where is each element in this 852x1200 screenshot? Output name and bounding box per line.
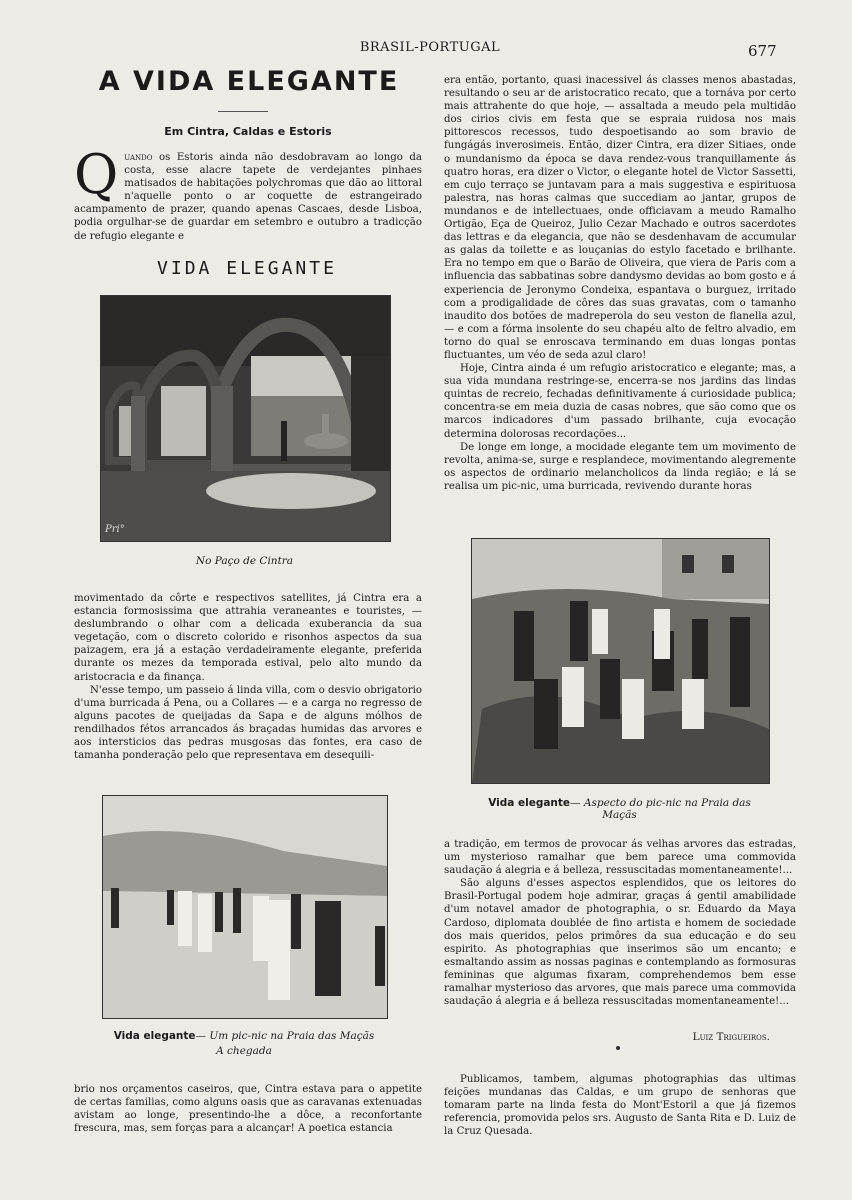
left-column-middle: movimentado da côrte e respectivos satellites, já Cintra era a estancia formosissima que attrahia veraneantes e touristes, — deslumbrando o olhar com a delicada exuberancia da sua vegetação, com o discreto colorido e risonhos aspectos da sua paizagem, era já a estação verdadeiramente elegante, preferida durante os mezes da temporada estival, pelo alto mundo da aristocracia e da finança. N'esse tempo, um passeio á linda villa, com o desvio obrigatorio d'uma burricada á Pena, ou a Collares — e a carga no regresso de alguns pacotes de queijadas da Sapa e de alguns mólhos de rendilhados fétos arrancados ás braçadas humidas das arvores e aos intersticios das pedras musgosas das fontes, era caso de tamanha ponderação pelo que representava em desequili- [74, 593, 422, 762]
article-subtitle: Em Cintra, Caldas e Estoris [164, 125, 332, 138]
article-title: A VIDA ELEGANTE [98, 66, 400, 97]
figure-caption: Vida elegante— Aspecto do pic-nic na Praia das Maçãs [488, 797, 751, 821]
page-number: 677 [748, 42, 777, 60]
photo-pic-nic-aspecto [471, 538, 770, 784]
author-signature: Luiz Trigueiros. [692, 1031, 770, 1043]
rocks-group-photo-illustration [472, 539, 769, 783]
right-column-top: era então, portanto, quasi inacessivel ás classes menos abastadas, resultando o seu ar de aristocratico recato, que a tornáva por certo mais attrahente do que hoje, — assaltada a meudo pela multidão dos cirios civis em festa que se espraia ruidosa nos mais pittorescos recessos, tudo despoetisando ao som bravio de fungágás inverosimeis. Então, dizer Cintra, era dizer Sitiaes, onde o mundanismo da época se dava rendez-vous tranquillamente ás quatro horas, era dizer o Victor, o elegante hotel de Victor Sassetti, em cujo terraço se juntavam para a mais suggestiva e espirituosa palestra, nas horas calmas que succediam ao jantar, grupos de mundanos e de intellectuaes, onde officiavam a meudo Ramalho Ortigão, Eça de Queiroz, Julio Cezar Machado e outros sacerdotes das lettras e da elegancia, que não se desdenhavam de accumular as galas da toilette e as louçanias do estylo facetado e brilhante. Era no tempo em que o Barão de Oliveira, que viera de Paris com a influencia das sabbatinas sobre dandysmo devidas ao bom gosto e á experiencia de Jeronymo Condeixa, espantava o burguez, irritado com a prodigalidade de côres das suas gravatas, com o tamanho inaudito dos botões de madreperola do seu veston de flanella azul, — e com a fórma insolente do seu chapéu alto de feltro alvadio, em torno do qual se enroscava terminando em duas longas pontas fluctuantes, um véo de seda azul claro! Hoje, Cintra ainda é um refugio aristocratico e elegante; mas, a sua vida mundana restringe-se, encerra-se nos jardins das lindas quintas de recreio, fechadas definitivamente á curiosidade publica; concentra-se em meia duzia de casas nobres, que são como que os marcos indicadores d'um passado brilhante, cuja evocação determina dolorosas recordações... De longe em longe, a mocidade elegante tem um movimento de revolta, anima-se, surge e resplandece, movimentando alegremente os aspectos de ordinario melancholicos da linda região; e lá se realisa um pic-nic, uma burricada, revivendo durante horas [444, 75, 797, 492]
right-column-middle: a tradição, em termos de provocar ás velhas arvores das estradas, um mysterioso ramalhar que bem parece uma commovida saudação á alegria e á belleza, ressuscitadas momentaneamente!... São alguns d'esses aspectos esplendidos, que os leitores do Brasil-Portugal podem hoje admirar, graças á gentil amabilidade d'um notavel amador de photographia, o sr. Eduardo da Maya Cardoso, diplomata doublée de fino artista e homem de sociedade dos mais queridos, pelos primôres da sua educação e do seu espirito. As photographias que inserimos são um encanto; e esmaltando assim as nossas paginas e contemplando as formosuras femininas que algumas fixaram, comprehendemos bem esse ramalhar mysterioso das arvores, que mais parece uma commovida saudação á alegria e á belleza ressuscitadas momentaneamente!... [444, 839, 796, 1008]
right-column-bottom: Publicamos, tambem, algumas photographias das ultimas feições mundanas das Caldas, e um grupo de senhoras que tomaram parte na linda festa do Mont'Estoril a que já fizemos referencia, promovida pelos srs. Augusto de Santa Rita e D. Luiz de la Cruz Quesada. [444, 1074, 796, 1138]
running-head: BRASIL-PORTUGAL [359, 40, 501, 55]
separator-dot [616, 1046, 620, 1050]
drop-cap: Q [74, 143, 119, 206]
arches-photo-illustration [101, 296, 390, 541]
figure-caption-line2: A chegada [216, 1045, 272, 1057]
beach-arrival-photo-illustration [103, 796, 387, 1018]
photo-paco-de-cintra [100, 295, 391, 542]
section-banner: VIDA ELEGANTE [157, 258, 337, 279]
intro-paragraph: Q uando os Estoris ainda não desdobravam ao longo da costa, esse alacre tapete de verdejantes pinhaes matisados de habitações polychromas que dão ao littoral n'aquelle ponto o ar coquette de estrangeirado acampamento de prazer, quando apenas Cascaes, desde Lisboa, podia orgulhar-se de guardar em setembro e outubro a tradicção de refugio elegante e [74, 143, 422, 242]
photo-pic-nic-chegada [102, 795, 388, 1019]
left-column-bottom: brio nos orçamentos caseiros, que, Cintra estava para o appetite de certas familias, como alguns oasis que as caravanas extenuadas avistam ao longe, presentindo-lhe a dôce, a reconfortante frescura, mas, sem forças para a alcançar! A poetica estancia [74, 1084, 422, 1135]
title-divider [218, 111, 268, 112]
figure-caption: No Paço de Cintra [195, 555, 294, 567]
figure-caption: Vida elegante— Um pic-nic na Praia das Maçãs [113, 1030, 375, 1042]
photo-credit: Pri° [105, 524, 125, 535]
